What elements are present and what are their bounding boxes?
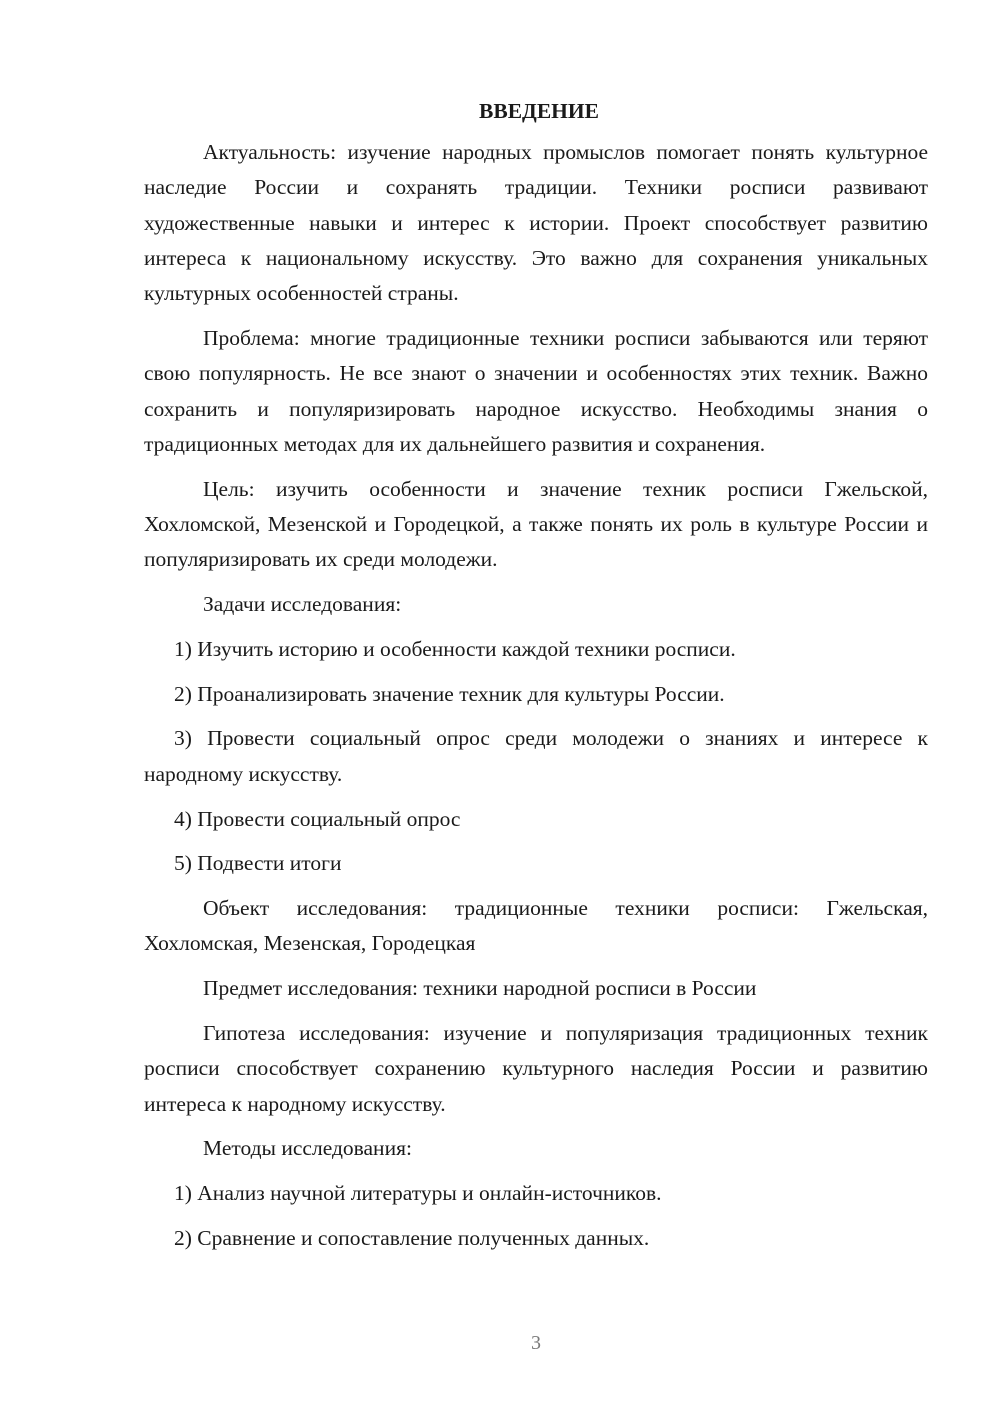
task-item-1: 1) Изучить историю и особенности каждой техники росписи. <box>174 636 736 661</box>
task-item-3: 3) Провести социальный опрос среди молодежи о знаниях и интересе к народному искусству. <box>144 726 928 786</box>
method-item-1: 1) Анализ научной литературы и онлайн-источников. <box>174 1181 662 1206</box>
paragraph-goal: Цель: изучить особенности и значение техник росписи Гжельской, Хохломской, Мезенской и Городецкой, а также понять их роль в культуре России и популяризировать их среди молодежи. <box>144 476 928 572</box>
task-item-2: 2) Проанализировать значение техник для культуры России. <box>174 681 725 706</box>
page-number: 3 <box>531 1332 541 1354</box>
paragraph-problem: Проблема: многие традиционные техники росписи забываются или теряют свою популярность. Не все знают о значении и особенностях этих техник. Важно сохранить и популяризировать народное искусство. Необходимы знания о традиционных методах для их дальнейшего развития и сохранения. <box>144 325 928 456</box>
tasks-heading: Задачи исследования: <box>203 592 402 617</box>
page-content <box>144 96 928 1266</box>
paragraph-subject: Предмет исследования: техники народной росписи в России <box>203 976 757 1001</box>
task-item-5: 5) Подвести итоги <box>174 851 342 876</box>
methods-heading: Методы исследования: <box>203 1136 412 1161</box>
paragraph-hypothesis: Гипотеза исследования: изучение и популяризация традиционных техник росписи способствует сохранению культурного наследия России и развитию интереса к народному искусству. <box>144 1021 928 1116</box>
section-title: ВВЕДЕНИЕ <box>479 99 599 123</box>
method-item-2: 2) Сравнение и сопоставление полученных данных. <box>174 1226 650 1251</box>
paragraph-relevance: Актуальность: изучение народных промыслов помогает понять культурное наследие России и сохранять традиции. Техники росписи развивают художественные навыки и интерес к истории. Проект способствует развитию интереса к национальному искусству. Это важно для сохранения уникальных культурных особенностей страны. <box>144 140 928 306</box>
paragraph-object: Объект исследования: традиционные техники росписи: Гжельская, Хохломская, Мезенская, Городецкая <box>144 896 928 956</box>
task-item-4: 4) Провести социальный опрос <box>174 806 461 831</box>
